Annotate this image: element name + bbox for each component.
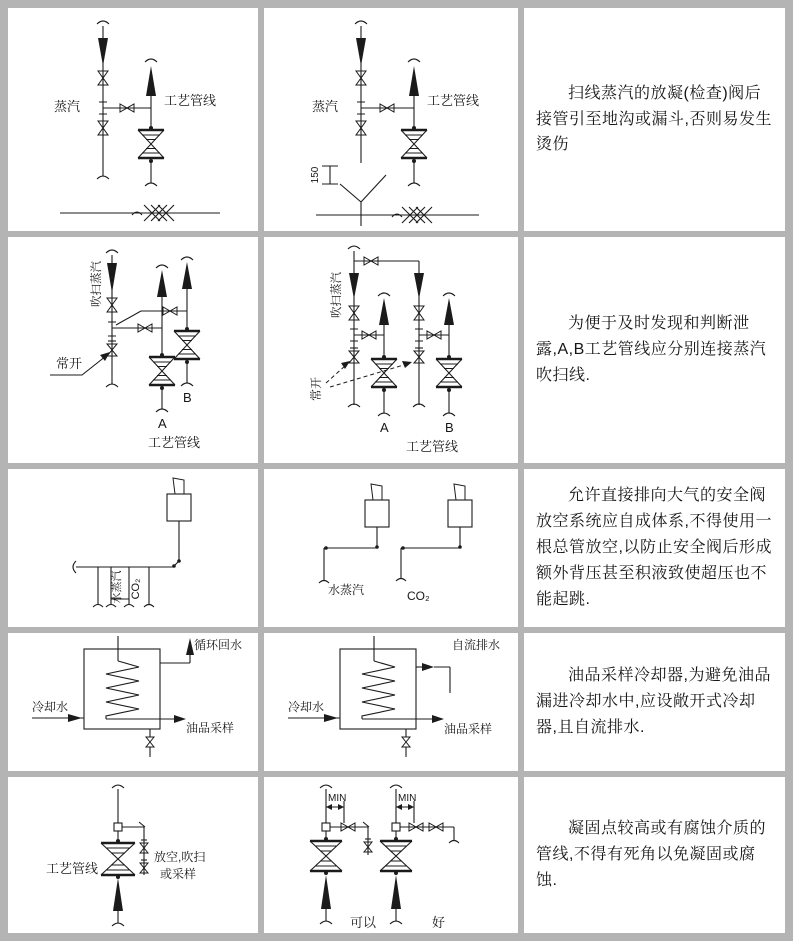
- row2-diagram-right: [264, 237, 518, 463]
- note-text: 扫线蒸汽的放凝(检查)阀后接管引至地沟或漏斗,否则易发生烫伤: [536, 84, 772, 154]
- row3-right-drawing: [264, 469, 518, 627]
- return-water-label: 循环回水: [194, 638, 243, 652]
- steam-branch: [355, 21, 367, 163]
- expansion-joint-icon: [371, 355, 397, 392]
- table-row-1: [8, 8, 785, 231]
- vent-riser: [172, 521, 181, 568]
- expansion-joint-icon: [138, 126, 164, 163]
- bottom-drain: [402, 729, 410, 757]
- expansion-joint-icon: [149, 353, 175, 390]
- min-dimension: [326, 801, 344, 823]
- dimension-label: 150: [310, 166, 321, 184]
- flow-arrow-icon: [113, 878, 123, 911]
- flow-arrow-icon: [146, 66, 156, 96]
- row2-diagram-wrong: [8, 237, 258, 463]
- table-row-3: [8, 469, 785, 627]
- dimension-150: [310, 166, 338, 184]
- vent-stack-icon: [448, 484, 472, 527]
- expansion-joint-icon: [401, 126, 427, 163]
- cooling-water-inlet: [32, 699, 84, 722]
- note-text: 凝固点较高或有腐蚀介质的管线,不得有死角以免凝固或腐蚀.: [536, 820, 767, 889]
- good-label: 好: [432, 915, 446, 930]
- process-label: 工艺管线: [46, 861, 99, 876]
- acceptable-label: 可以: [350, 915, 377, 930]
- expansion-joint-icon: [101, 843, 135, 879]
- gate-valve-icon: [146, 737, 154, 747]
- flow-arrow-icon: [356, 38, 366, 66]
- min-dimension-label: MIN: [398, 793, 417, 804]
- row1-diagram-right: [264, 8, 518, 231]
- co2-source-label: CO₂: [407, 589, 430, 603]
- purge-steam-label: 吹扫蒸汽: [331, 272, 343, 318]
- purge-steam-branch-1: [348, 261, 384, 407]
- cooling-water-label: 冷却水: [288, 700, 325, 714]
- oil-sample-outlet: [106, 715, 234, 735]
- vent-stack-icon: [167, 478, 191, 521]
- process-line-a: [371, 293, 397, 435]
- process-line: [401, 59, 427, 186]
- purge-steam-branch-2: [413, 261, 449, 407]
- process-line-a: [149, 265, 175, 431]
- steam-label: 蒸汽: [312, 99, 339, 114]
- normally-open-label: 常开: [309, 376, 323, 402]
- cooler-box: [340, 649, 416, 729]
- flow-arrow-icon: [391, 875, 401, 909]
- row1-diagram-wrong: [8, 8, 258, 231]
- purge-steam-label: 吹扫蒸汽: [91, 261, 103, 307]
- flow-arrow-icon: [186, 638, 194, 655]
- expansion-joint-icon: [174, 327, 200, 364]
- flow-arrow-icon: [422, 663, 434, 671]
- oil-sample-outlet: [362, 715, 492, 736]
- normally-open-label: 常开: [56, 356, 83, 371]
- purge-steam-line: [106, 250, 118, 387]
- assembly-acceptable: [310, 785, 377, 930]
- note-text: 为便于及时发现和判断泄露,A,B工艺管线应分别连接蒸汽吹扫线.: [536, 315, 767, 384]
- assembly-good: [380, 785, 459, 930]
- vent-label-line2: 或采样: [160, 867, 197, 881]
- steam-header: [348, 246, 419, 265]
- return-water-outlet: [160, 637, 242, 663]
- flow-arrow-icon: [444, 298, 454, 325]
- row1-right-drawing: [264, 8, 518, 231]
- vent-stack-icon: [365, 484, 389, 527]
- co2-source-label: CO₂: [130, 578, 142, 600]
- row3-diagram-right: [264, 469, 518, 627]
- pipe-cap-icon: [392, 823, 400, 831]
- process-line-b: [174, 257, 200, 405]
- oil-sample-label: 油品采样: [186, 721, 235, 735]
- oil-sample-label: 油品采样: [444, 722, 493, 736]
- cooler-box: [84, 649, 160, 729]
- row5-note-cell: [524, 777, 785, 933]
- line-b-label: B: [445, 420, 454, 435]
- expansion-joint-icon: [310, 841, 342, 875]
- vent-label-line1: 放空,吹扫: [154, 850, 206, 864]
- expansion-joint-icon: [380, 841, 412, 875]
- note-text: 允许直接排向大气的安全阀放空系统应自成体系,不得使用一根总管放空,以防止安全阀后形成额外背压甚至积液致使超压也不能起跳.: [536, 487, 772, 608]
- steam-branch: [97, 21, 109, 179]
- ground-line: [316, 207, 479, 223]
- flow-arrow-icon: [157, 270, 167, 297]
- expansion-joint-icon: [436, 355, 462, 392]
- flow-arrow-icon: [321, 875, 331, 909]
- pipe-cap-icon: [114, 823, 122, 831]
- steam-source-label: 水蒸汽: [111, 570, 123, 604]
- row4-diagram-right: [264, 633, 518, 771]
- row5-right-drawing: [264, 777, 518, 933]
- branch-b-pipe: [116, 311, 187, 325]
- cooling-water-inlet: [288, 699, 340, 722]
- flow-arrow-icon: [182, 262, 192, 289]
- row2-right-drawing: [264, 237, 518, 463]
- drain-funnel-icon: [340, 175, 386, 226]
- table-row-2: [8, 237, 785, 463]
- row4-right-drawing: [264, 633, 518, 771]
- note-text: 油品采样冷却器,为避免油品漏进冷却水中,应设敞开式冷却器,且自流排水.: [536, 667, 771, 736]
- flow-arrow-icon: [414, 273, 424, 299]
- gravity-drain-label: 自流排水: [452, 638, 501, 652]
- process-label: 工艺管线: [148, 435, 201, 450]
- row1-note-cell: [524, 8, 785, 231]
- flow-arrow-icon: [409, 66, 419, 96]
- row4-diagram-left: [8, 633, 258, 771]
- row2-left-drawing: [8, 237, 258, 463]
- line-a-label: A: [158, 416, 167, 431]
- vent-manifold: [73, 561, 173, 607]
- flow-arrow-icon: [98, 38, 108, 66]
- process-line: [138, 59, 164, 186]
- line-b-label: B: [183, 390, 192, 405]
- pipe-cap-icon: [322, 823, 330, 831]
- flow-arrow-icon: [379, 298, 389, 325]
- table-row-5: [8, 777, 785, 933]
- flow-arrow-icon: [68, 714, 82, 722]
- steam-vent-system: [319, 484, 389, 597]
- row2-note-cell: [524, 237, 785, 463]
- process-line: [101, 785, 135, 926]
- flow-arrow-icon: [324, 714, 338, 722]
- process-label: 工艺管线: [164, 93, 217, 108]
- process-label: 工艺管线: [406, 439, 459, 454]
- row4-left-drawing: [8, 633, 258, 771]
- row1-left-drawing: [8, 8, 258, 231]
- row5-diagram-right: [264, 777, 518, 933]
- cooling-coil: [362, 661, 395, 719]
- flow-arrow-icon: [349, 273, 359, 299]
- steam-label: 蒸汽: [54, 99, 81, 114]
- row5-diagram-left: [8, 777, 258, 933]
- cooling-coil: [106, 661, 139, 719]
- process-label: 工艺管线: [427, 93, 480, 108]
- flow-arrow-icon: [107, 263, 117, 293]
- table-row-4: [8, 633, 785, 771]
- flow-arrow-icon: [174, 715, 186, 723]
- line-a-label: A: [380, 420, 389, 435]
- co2-vent-system: [396, 484, 472, 603]
- cooling-water-label: 冷却水: [32, 700, 69, 714]
- min-dimension: [396, 801, 414, 823]
- leader-lines: [326, 361, 412, 387]
- row3-note-cell: [524, 469, 785, 627]
- bottom-drain: [146, 729, 154, 757]
- min-dimension-label: MIN: [328, 793, 347, 804]
- process-line-b: [436, 293, 462, 435]
- row5-left-drawing: [8, 777, 258, 933]
- gate-valve-icon: [402, 737, 410, 747]
- row3-left-drawing: [8, 469, 258, 627]
- ground-line: [60, 205, 220, 221]
- steam-source-label: 水蒸汽: [328, 583, 365, 597]
- row3-diagram-wrong: [8, 469, 258, 627]
- row4-note-cell: [524, 633, 785, 771]
- flow-arrow-icon: [432, 715, 444, 723]
- gravity-drain-outlet: [416, 637, 500, 693]
